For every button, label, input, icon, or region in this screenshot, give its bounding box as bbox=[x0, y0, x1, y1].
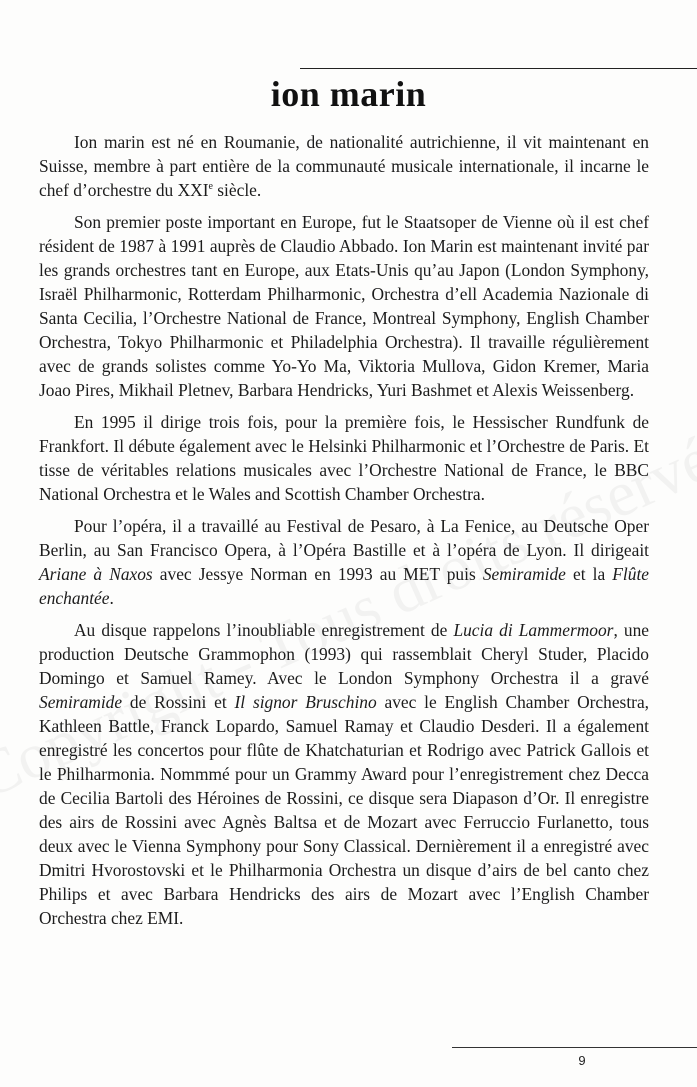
century-superscript: e bbox=[208, 181, 213, 193]
page-title: ion marin bbox=[270, 74, 427, 114]
footer-rule bbox=[452, 1047, 697, 1048]
paragraph-opera: Pour l’opéra, il a travaillé au Festival de Pesaro, à La Fenice, au Deutsche Oper Berlin, au San Francisco Opera, à l’Opéra Bastille et à l’opéra de Lyon. Il dirigeait Ariane à Naxos avec Jessye Norman en 1993 au MET puis Semiramide et la Flûte enchantée. bbox=[39, 516, 649, 608]
paragraph-debuts: En 1995 il dirige trois fois, pour la première fois, le Hessischer Rundfunk de Frankfort. Il débute également avec le Helsinki Philharmonic et l’Orchestre de Paris. Et tisse de véritables relations musicales avec l’Orchestre National de France, le BBC National Orchestra et le Wales and Scottish Chamber Orchestra. bbox=[39, 412, 649, 504]
paragraph-intro: Ion marin est né en Roumanie, de nationalité autrichienne, il vit maintenant en Suisse, membre à part entière de la communauté musicale internationale, il incarne le chef d’orchestre du XXIe siècle. bbox=[39, 132, 649, 200]
paragraph-career: Son premier poste important en Europe, fut le Staatsoper de Vienne où il est chef résident de 1987 à 1991 auprès de Claudio Abbado. Ion Marin est maintenant invité par les grands orchestres tant en Europe, aux Etats-Unis qu’au Japon (London Symphony, Israël Philharmonic, Rotterdam Philharmonic, Orchestra d’ell Academia Nazionale di Santa Cecilia, l’Orchestre National de France, Montreal Symphony, English Chamber Orchestra, Tokyo Philharmonic et Philadelphia Orchestra). Il travaille régulièrement avec de grands solistes comme Yo-Yo Ma, Viktoria Mullova, Gidon Kremer, Maria Joao Pires, Mikhail Pletnev, Barbara Hendricks, Yuri Bashmet et Alexis Weissenberg. bbox=[39, 212, 649, 400]
page-number: 9 bbox=[578, 1053, 586, 1068]
header-rule bbox=[300, 68, 697, 69]
biography-text bbox=[39, 130, 649, 937]
paragraph-recordings: Au disque rappelons l’inoubliable enregistrement de Lucia di Lammermoor, une production Deutsche Grammophon (1993) qui rassemblait Cheryl Studer, Placido Domingo et Samuel Ramey. Avec le London Symphony Orchestra il a gravé Semiramide de Rossini et Il signor Bruschino avec le English Chamber Orchestra, Kathleen Battle, Franck Lopardo, Samuel Ramay et Claudio Desderi. Il a également enregistré les concertos pour flûte de Khatchaturian et Rodrigo avec Patrick Gallois et le Philharmonia. Nommmé pour un Grammy Award pour l’enregistrement chez Decca de Cecilia Bartoli des Héroines de Rossini, ce disque sera Diapason d’Or. Il enregistre des airs de Rossini avec Agnès Baltsa et de Mozart avec Ferruccio Furlanetto, tous deux avec le Vienna Symphony pour Sony Classical. Dernièrement il a enregistré avec Dmitri Hvorostovski et le Philharmonia Orchestra un disque d’airs de bel canto chez Philips et avec Barbara Hendricks des airs de Mozart avec l’English Chamber Orchestra chez EMI. bbox=[39, 620, 650, 928]
